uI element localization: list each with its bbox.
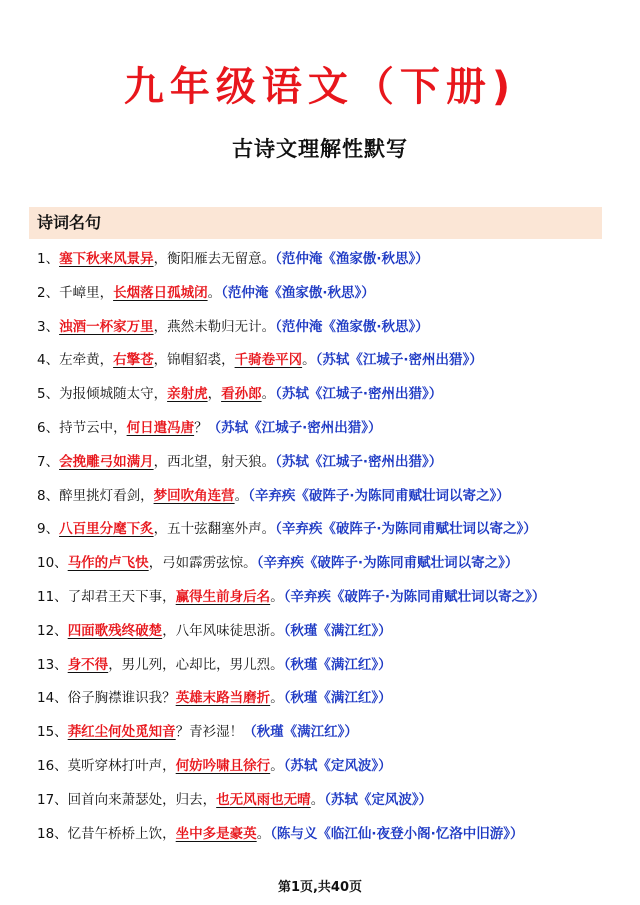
source-citation: （苏轼《江城子·密州出猎》） bbox=[275, 453, 443, 470]
poem-line: 16、莫听穿林打叶声，何妨吟啸且徐行。（苏轼《定风波》） bbox=[37, 757, 392, 774]
answer-text: 千骑卷平冈 bbox=[234, 352, 303, 369]
source-citation: （苏轼《江城子·密州出猎》） bbox=[275, 386, 443, 403]
source-citation: （秋瑾《满江红》） bbox=[283, 656, 392, 673]
source-citation: （苏轼《定风波》） bbox=[283, 757, 392, 774]
answer-text: 亲射虎 bbox=[167, 386, 208, 403]
answer-text: 赢得生前身后名 bbox=[175, 588, 271, 605]
poem-line: 1、塞下秋来风景异，衡阳雁去无留意。（范仲淹《渔家傲·秋思》） bbox=[37, 251, 429, 267]
source-citation: （秋瑾《满江红》） bbox=[283, 622, 392, 639]
source-citation: （秋瑾《满江红》） bbox=[283, 690, 392, 707]
poem-line: 17、回首向来萧瑟处，归去，也无风雨也无晴。（苏轼《定风波》） bbox=[37, 791, 433, 808]
answer-text: 四面歌残终破楚 bbox=[67, 622, 163, 639]
poem-line: 8、醉里挑灯看剑，梦回吹角连营。（辛弃疾《破阵子·为陈同甫赋壮词以寄之》） bbox=[37, 487, 510, 504]
source-citation: （秋瑾《满江红》） bbox=[243, 724, 358, 741]
poem-line: 5、为报倾城随太守，亲射虎，看孙郎。（苏轼《江城子·密州出猎》） bbox=[37, 386, 443, 403]
source-citation: （苏轼《江城子·密州出猎》） bbox=[315, 352, 483, 369]
source-citation: （辛弃疾《破阵子·为陈同甫赋壮词以寄之》） bbox=[283, 588, 546, 605]
poem-line: 4、左牵黄，右擎苍，锦帽貂裘，千骑卷平冈。（苏轼《江城子·密州出猎》） bbox=[37, 352, 483, 369]
answer-text: 也无风雨也无晴 bbox=[216, 791, 311, 808]
poem-line: 15、莽红尘何处觅知音？青衫湿！（秋瑾《满江红》） bbox=[37, 724, 358, 741]
source-citation: （苏轼《定风波》） bbox=[324, 791, 433, 808]
answer-text: 长烟落日孤城闭 bbox=[113, 284, 208, 301]
answer-text: 八百里分麾下炙 bbox=[59, 521, 154, 538]
answer-text: 英雄末路当磨折 bbox=[175, 690, 271, 707]
answer-text: 浊酒一杯家万里 bbox=[59, 318, 154, 335]
page-title: 九年级语文（下册) bbox=[123, 64, 517, 110]
answer-text: 会挽雕弓如满月 bbox=[59, 453, 154, 470]
poem-line: 18、忆昔午桥桥上饮，坐中多是豪英。（陈与义《临江仙·夜登小阁·忆洛中旧游》） bbox=[37, 825, 524, 842]
source-citation: （陈与义《临江仙·夜登小阁·忆洛中旧游》） bbox=[270, 825, 524, 842]
poem-line: 7、会挽雕弓如满月，西北望，射天狼。（苏轼《江城子·密州出猎》） bbox=[37, 453, 443, 470]
answer-text: 何妨吟啸且徐行 bbox=[175, 757, 271, 774]
answer-text: 塞下秋来风景异 bbox=[59, 251, 154, 267]
answer-text: 坐中多是豪英 bbox=[175, 825, 257, 842]
source-citation: （范仲淹《渔家傲·秋思》） bbox=[275, 318, 429, 335]
page-footer: 第1页,共40页 bbox=[277, 880, 363, 895]
answer-text: 马作的卢飞快 bbox=[67, 555, 149, 572]
answer-text: 看孙郎 bbox=[221, 386, 262, 403]
source-citation: （辛弃疾《破阵子·为陈同甫赋壮词以寄之》） bbox=[248, 487, 510, 504]
poem-line: 3、浊酒一杯家万里，燕然未勒归无计。（范仲淹《渔家傲·秋思》） bbox=[37, 318, 429, 335]
section-header: 诗词名句 bbox=[29, 207, 602, 239]
source-citation: （范仲淹《渔家傲·秋思》） bbox=[221, 284, 375, 301]
poem-lines bbox=[37, 243, 627, 851]
poem-line: 10、马作的卢飞快，弓如霹雳弦惊。（辛弃疾《破阵子·为陈同甫赋壮词以寄之》） bbox=[37, 555, 519, 572]
poem-line: 9、八百里分麾下炙，五十弦翻塞外声。（辛弃疾《破阵子·为陈同甫赋壮词以寄之》） bbox=[37, 521, 537, 538]
answer-text: 梦回吹角连营 bbox=[153, 487, 235, 504]
answer-text: 身不得 bbox=[67, 656, 109, 673]
answer-text: 右擎苍 bbox=[113, 352, 154, 369]
source-citation: （辛弃疾《破阵子·为陈同甫赋壮词以寄之》） bbox=[256, 555, 519, 572]
page-subtitle: 古诗文理解性默写 bbox=[232, 137, 408, 161]
source-citation: （苏轼《江城子·密州出猎》） bbox=[207, 419, 382, 436]
source-citation: （辛弃疾《破阵子·为陈同甫赋壮词以寄之》） bbox=[275, 521, 537, 538]
poem-line: 2、千嶂里，长烟落日孤城闭。（范仲淹《渔家傲·秋思》） bbox=[37, 284, 375, 301]
poem-line: 12、四面歌残终破楚，八年风味徒思浙。（秋瑾《满江红》） bbox=[37, 622, 392, 639]
poem-line: 6、持节云中，何日遣冯唐？（苏轼《江城子·密州出猎》） bbox=[37, 419, 382, 436]
poem-line: 11、了却君王天下事，赢得生前身后名。（辛弃疾《破阵子·为陈同甫赋壮词以寄之》） bbox=[37, 588, 546, 605]
answer-text: 莽红尘何处觅知音 bbox=[67, 724, 176, 741]
poem-line: 14、俗子胸襟谁识我？英雄末路当磨折。（秋瑾《满江红》） bbox=[37, 690, 392, 707]
answer-text: 何日遣冯唐 bbox=[126, 419, 195, 436]
source-citation: （范仲淹《渔家傲·秋思》） bbox=[275, 251, 429, 267]
poem-line: 13、身不得，男儿列，心却比，男儿烈。（秋瑾《满江红》） bbox=[37, 656, 392, 673]
